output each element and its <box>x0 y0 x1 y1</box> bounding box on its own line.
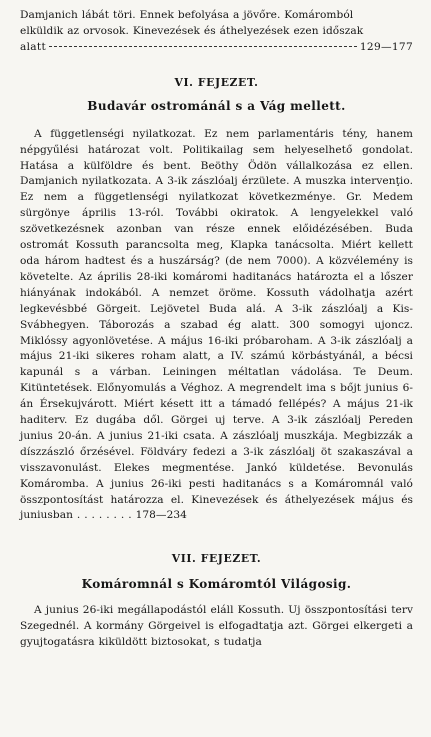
chapter-number: VI. FEJEZET. <box>174 75 259 89</box>
chapter-title: Komáromnál s Komáromtól Világosig. <box>81 577 352 592</box>
toc-entry-last-line <box>20 40 413 56</box>
dot-leader <box>49 46 357 47</box>
page-range: 129—177 <box>359 40 413 53</box>
toc-entry-text: alatt <box>20 40 47 53</box>
toc-entry-line: elküldik az orvosok. Kinevezések és áthelyezések ezen időszak <box>20 24 364 37</box>
chapter-summary <box>20 127 413 525</box>
page-range: 178—234 <box>135 509 187 522</box>
toc-entry-line: Damjanich lábát töri. Ennek befolyása a jövőre. Komáromból <box>20 9 354 21</box>
chapter-summary-text: A függetlenségi nyilatkozat. Ez nem parlamentáris tény, hanem népgyűlési határozat volt. Politikailag sem helyeselhető gondolat. Hatása a külföldre és bent. Beöthy Ödön vállalkozása ez ellen. Damjanich nyilatkozata. A 3-ik zászlóalj érzülete. A muszka intervenţio. Ez nem a függetlenségi nyilatkozat következménye. Gr. Medem sürgönye április 13-ról. További okiratok. A lengyelekkel való szövetkezésnek azonban van része ennek előidézésében. Buda ostromát Kossuth parancsolta meg, Klapka tanácsolta. Miért kellett oda három hadtest és a huszárság? (de nem 7000). A közvélemény is követelte. Az április 28-iki komáromi haditanács határozta el a lőszer hiányának indokából. A nemzet öröme. Kossuth vádolhatja azért legkevésbbé Görgeit. Lejövetel Buda alá. A 3-ik zászlóalj a Kis-Svábhegyen. Táborozás a szabad ég alatt. 300 somogyi ujoncz. Miklóssy agyonlövetése. A május 16-iki próbaroham. A 3-ik zászlóalj a május 21-iki sikeres roham alatt, a IV. számú körbástyánál, a bécsi kapunál s a várban. Leiningen méltatlan vádolása. Te Deum. Kitüntetések. Előnyomulás a Véghoz. A megrendelt ima s bőjt junius 6-án Érsekujvárott. Miért késett itt a támadó fellépés? A május 21-ik haditerv. Ez dugába dől. Görgei uj terve. A 3-ik zászlóalj Pereden junius 20-án. A junius 21-iki csata. A zászlóalj muszkája. Megbizzák a díszzászló őrzésével. Földváry fedezi a 3-ik zászlóalj öt szakaszával a visszavonulást. Elekes megmentése. Jankó küldetése. Bevonulás Komáromba. A junius 26-iki pesti haditanács s a Komáromnál való összpontosítást határozza el. Kinevezések és áthelyezések május és juniusban <box>20 127 413 522</box>
chapter-title: Budavár ostrománál s a Vág mellett. <box>87 98 346 113</box>
dot-leader: . . . . . . . . <box>72 509 136 522</box>
chapter-summary-text: A junius 26-iki megállapodástól eláll Kossuth. Uj összpontosítási terv Szegednél. A kormány Görgeivel is elfogadtatja azt. Görgei elkergeti a gyujtogatásra kiküldött biztosokat, s tudatja <box>20 604 413 649</box>
chapter-number: VII. FEJEZET. <box>171 552 262 566</box>
